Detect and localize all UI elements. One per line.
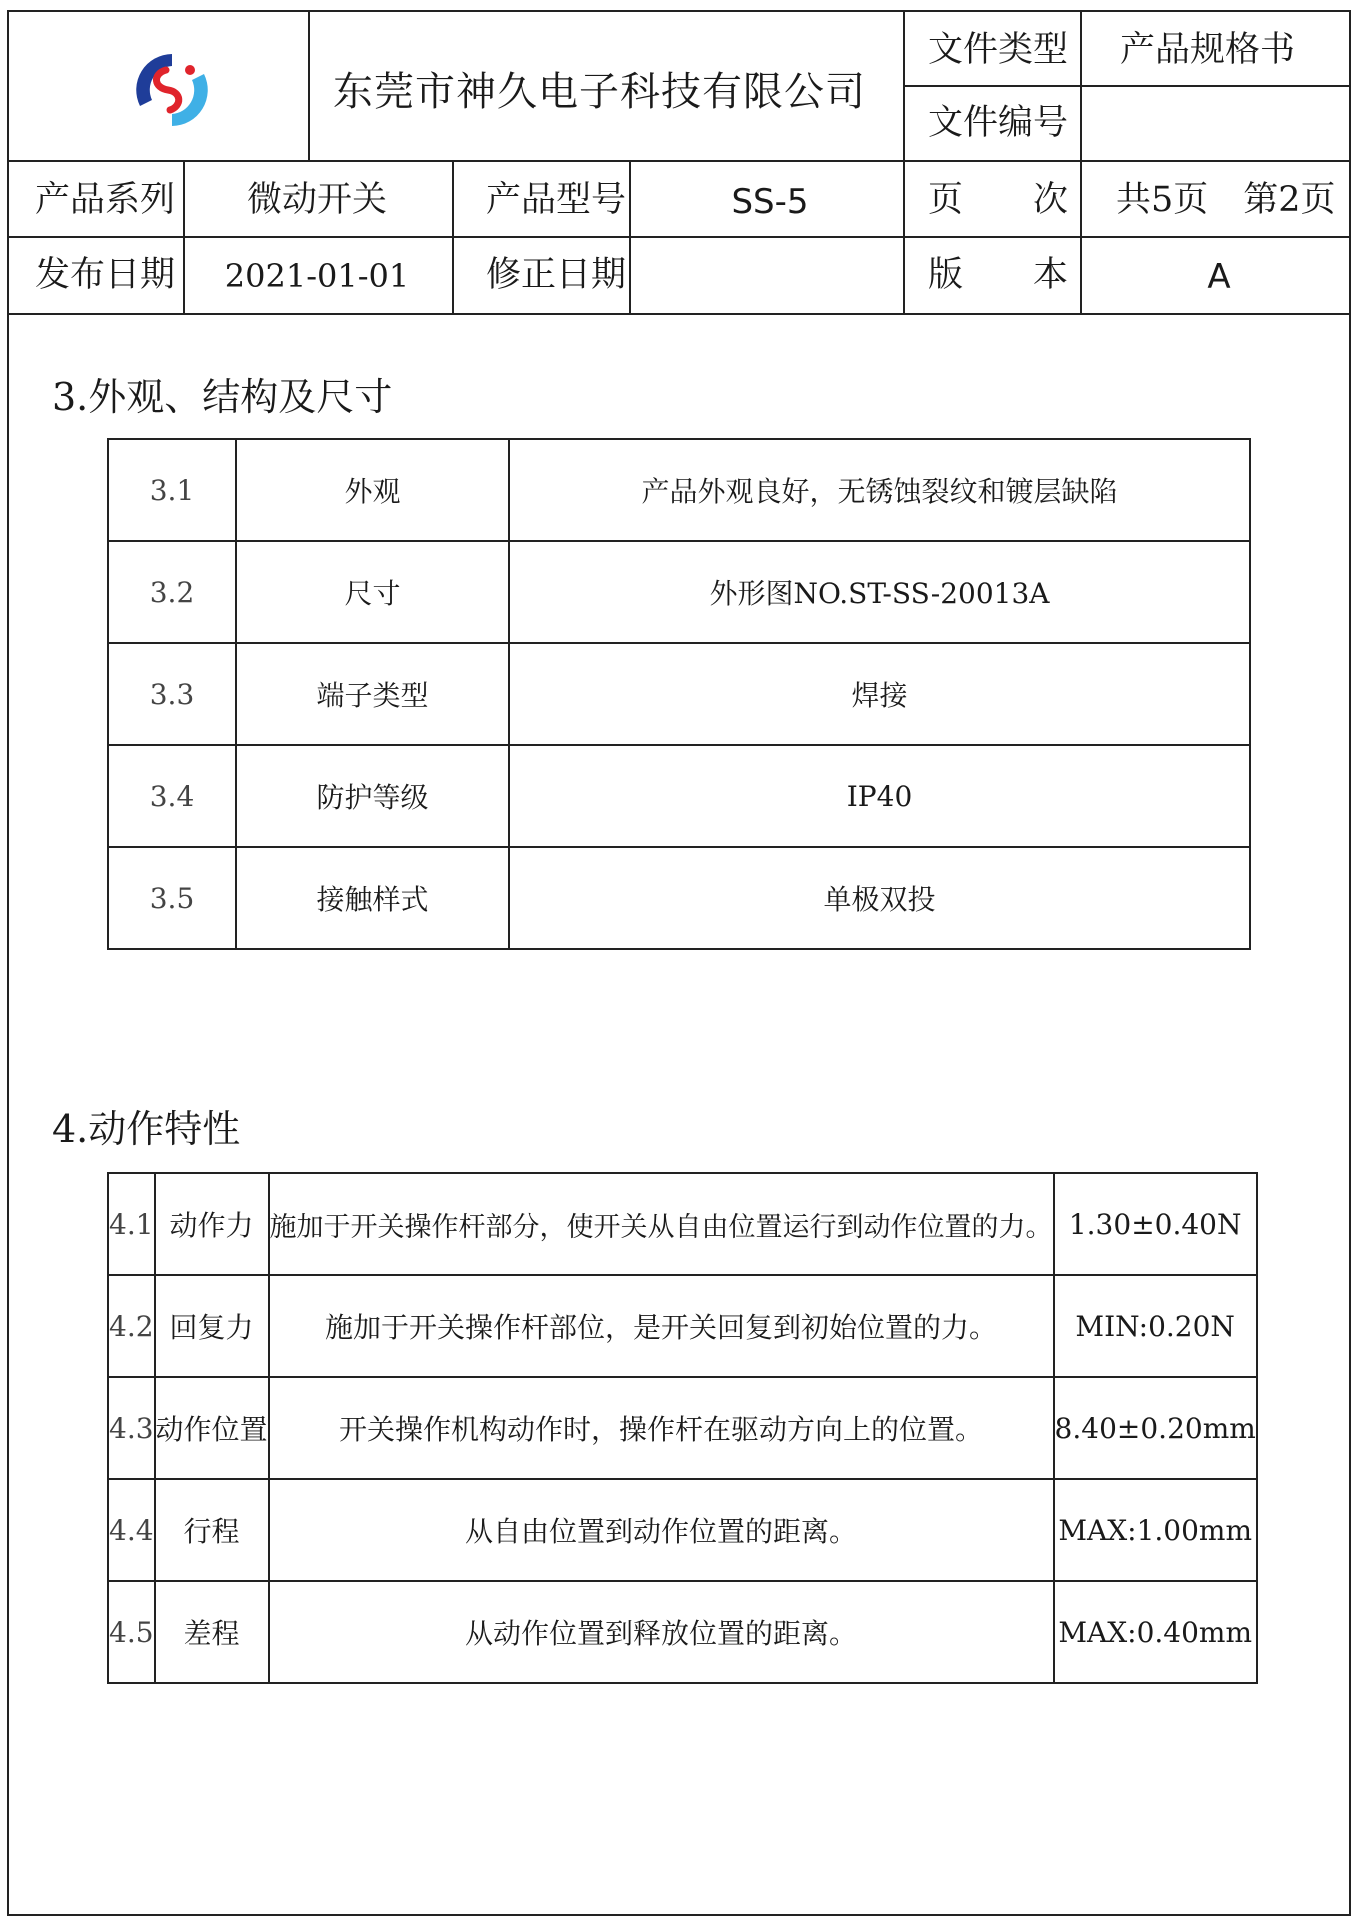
row-item: 动作位置	[155, 1377, 269, 1479]
row-item: 行程	[155, 1479, 269, 1581]
series-value: 微动开关	[246, 180, 388, 220]
version-label: 版 本	[928, 255, 1069, 295]
row-number: 4.4	[108, 1479, 155, 1581]
row-number: 4.5	[108, 1581, 155, 1683]
table-row	[108, 745, 1250, 847]
row-value: MIN:0.20N	[1054, 1275, 1257, 1377]
series-label: 产品系列	[35, 180, 176, 220]
model-value: SS-5	[731, 182, 809, 222]
doc-type-value: 产品规格书	[1120, 30, 1296, 70]
doc-type-label: 文件类型	[928, 30, 1069, 70]
row-number: 3.3	[108, 643, 236, 745]
row-description: 从动作位置到释放位置的距离。	[269, 1581, 1054, 1683]
table-row	[108, 1275, 1257, 1377]
row-number: 3.4	[108, 745, 236, 847]
version-value: A	[1207, 257, 1231, 297]
doc-number-label: 文件编号	[928, 103, 1069, 143]
company-logo-icon	[130, 48, 214, 132]
appearance-table	[107, 438, 1251, 950]
row-description: 施加于开关操作杆部分，使开关从自由位置运行到动作位置的力。	[269, 1173, 1054, 1275]
row-value: 焊接	[509, 643, 1250, 745]
row-item: 动作力	[155, 1173, 269, 1275]
row-value: MAX:1.00mm	[1054, 1479, 1257, 1581]
row-value: 1.30±0.40N	[1054, 1173, 1257, 1275]
row-value: IP40	[509, 745, 1250, 847]
revise-date-label: 修正日期	[486, 255, 627, 295]
table-row	[108, 1173, 1257, 1275]
table-row	[108, 439, 1250, 541]
row-item: 接触样式	[236, 847, 509, 949]
table-row	[108, 1581, 1257, 1683]
row-item: 外观	[236, 439, 509, 541]
row-item: 端子类型	[236, 643, 509, 745]
row-value: MAX:0.40mm	[1054, 1581, 1257, 1683]
table-row	[108, 847, 1250, 949]
row-number: 4.2	[108, 1275, 155, 1377]
row-description: 施加于开关操作杆部位，是开关回复到初始位置的力。	[269, 1275, 1054, 1377]
row-number: 3.5	[108, 847, 236, 949]
company-name: 东莞市神久电子科技有限公司	[333, 69, 866, 115]
model-label: 产品型号	[486, 180, 627, 220]
section-3-title: 3.外观、结构及尺寸	[52, 375, 393, 419]
row-number: 3.1	[108, 439, 236, 541]
row-item: 尺寸	[236, 541, 509, 643]
row-value: 外形图NO.ST-SS-20013A	[509, 541, 1250, 643]
table-row	[108, 1377, 1257, 1479]
row-value: 8.40±0.20mm	[1054, 1377, 1257, 1479]
operating-characteristics-table	[107, 1172, 1258, 1684]
release-date-value: 2021-01-01	[224, 257, 410, 295]
section-4-title: 4.动作特性	[52, 1107, 241, 1151]
row-value: 产品外观良好，无锈蚀裂纹和镀层缺陷	[509, 439, 1250, 541]
row-number: 3.2	[108, 541, 236, 643]
row-description: 从自由位置到动作位置的距离。	[269, 1479, 1054, 1581]
row-item: 回复力	[155, 1275, 269, 1377]
table-row	[108, 541, 1250, 643]
row-number: 4.3	[108, 1377, 155, 1479]
row-number: 4.1	[108, 1173, 155, 1275]
table-row	[108, 643, 1250, 745]
page-label: 页 次	[928, 180, 1069, 220]
page-value: 共5页 第2页	[1116, 180, 1336, 220]
row-item: 防护等级	[236, 745, 509, 847]
row-description: 开关操作机构动作时，操作杆在驱动方向上的位置。	[269, 1377, 1054, 1479]
table-row	[108, 1479, 1257, 1581]
release-date-label: 发布日期	[35, 255, 176, 295]
row-item: 差程	[155, 1581, 269, 1683]
row-value: 单极双投	[509, 847, 1250, 949]
